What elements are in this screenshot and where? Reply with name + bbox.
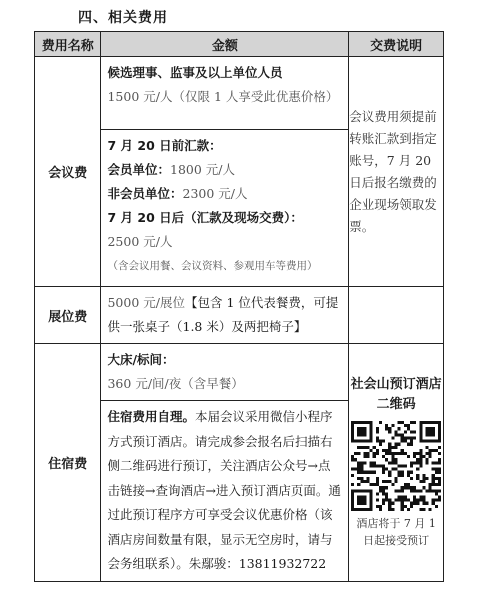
qr-note: 酒店将于 7 月 1 日起接受预订 bbox=[356, 517, 436, 548]
qr-title: 社会山预订酒店二维码 bbox=[350, 377, 442, 413]
booth-amount-cell bbox=[101, 287, 349, 344]
header-note: 交费说明 bbox=[349, 32, 444, 57]
stay-fee-name: 住宿费 bbox=[35, 344, 101, 582]
payment-note: 会议费用须提前转账汇款到指定账号，7 月 20 日后报名缴费的企业现场领取发票。 bbox=[349, 57, 444, 287]
member-price: 1800 元/人 bbox=[170, 162, 235, 177]
before-deadline-title: 7 月 20 日前汇款： bbox=[107, 138, 222, 153]
after-price: 2500 元/人 bbox=[107, 234, 173, 249]
meeting-fee-name: 会议费 bbox=[35, 57, 101, 287]
stay-row bbox=[35, 344, 444, 582]
stay-instructions bbox=[101, 401, 348, 581]
fees-table bbox=[34, 31, 444, 582]
after-deadline-title: 7 月 20 日后（汇款及现场交费）： bbox=[107, 210, 303, 225]
booth-row bbox=[35, 287, 444, 344]
room-price: 360 元/间/夜（含早餐） bbox=[107, 376, 244, 391]
booth-includes: 【包含 1 位代表餐费，可提供一张桌子（1.8 米）及两把椅子】 bbox=[107, 295, 339, 334]
candidate-block bbox=[101, 57, 348, 130]
header-amount: 金额 bbox=[101, 32, 349, 57]
member-label: 会员单位： bbox=[107, 162, 170, 177]
booth-fee-name: 展位费 bbox=[35, 287, 101, 344]
meeting-amount-cell bbox=[101, 57, 349, 287]
booth-note bbox=[349, 287, 444, 344]
nonmember-label: 非会员单位： bbox=[107, 186, 183, 201]
member-price-line bbox=[107, 158, 342, 182]
section-title: 四、相关费用 bbox=[78, 10, 168, 26]
stay-self-text: 本届会议采用微信小程序方式预订酒店。请完成参会报名后扫描右侧二维码进行预订，关注酒店公众号→点击链接→查询酒店→进入预订酒店页面。通过此预订程序方可享受会议优惠价格（该酒店房间数量有限，显示无空房时，请与会务组联系）。朱鄢骏：13811932722 bbox=[107, 409, 341, 571]
qr-code-icon[interactable] bbox=[351, 421, 441, 511]
meeting-row bbox=[35, 57, 444, 287]
booth-price: 5000 元/展位 bbox=[107, 295, 185, 310]
after-note: （含会议用餐、会议资料、参观用车等费用） bbox=[107, 260, 318, 272]
candidate-price: 1500 元/人（仅限 1 人享受此优惠价格） bbox=[107, 89, 339, 104]
nonmember-price: 2300 元/人 bbox=[182, 186, 248, 201]
candidate-title: 候选理事、监事及以上单位人员 bbox=[107, 65, 283, 80]
pricing-block bbox=[101, 130, 348, 286]
nonmember-price-line bbox=[107, 182, 342, 206]
room-title: 大床/标间： bbox=[107, 352, 175, 367]
header-row bbox=[35, 32, 444, 57]
header-name: 费用名称 bbox=[35, 32, 101, 57]
qr-cell bbox=[349, 344, 444, 582]
stay-self-title: 住宿费用自理。 bbox=[107, 409, 195, 424]
stay-amount-cell bbox=[101, 344, 349, 582]
room-block bbox=[101, 344, 348, 401]
